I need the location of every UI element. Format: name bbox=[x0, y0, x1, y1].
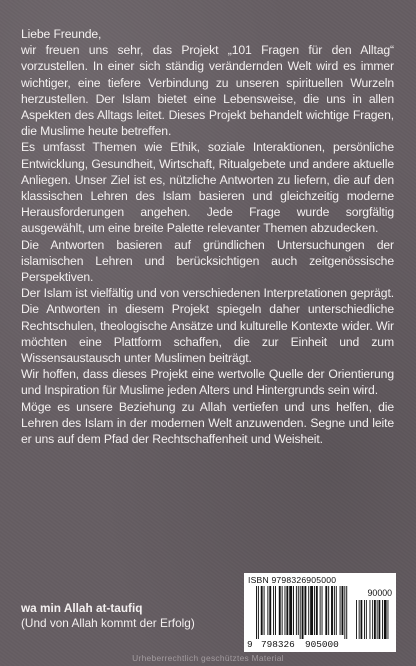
closing-translation: (Und von Allah kommt der Erfolg) bbox=[21, 616, 195, 630]
barcode-bar bbox=[285, 586, 286, 635]
barcode-bar bbox=[261, 586, 263, 635]
barcode-bar bbox=[264, 586, 265, 635]
barcode-bar bbox=[346, 586, 347, 639]
barcode-bar bbox=[282, 586, 283, 635]
barcode-bar bbox=[310, 586, 313, 635]
barcode-bar bbox=[364, 600, 365, 639]
barcode-bar bbox=[298, 586, 299, 635]
barcode-bar bbox=[279, 586, 281, 635]
barcode-bars bbox=[244, 573, 396, 641]
barcode-bar bbox=[320, 586, 321, 635]
barcode-bar bbox=[384, 600, 387, 639]
barcode-bar bbox=[342, 586, 344, 635]
paragraph-topics: Es umfasst Themen wie Ethik, soziale Interaktionen, persönliche Entwicklung, Gesundheit, Wirtschaft, Ritualgebete und andere aktuelle Anliegen. Unser Ziel ist es, nützliche Antworten zu liefern, die auf den klassischen Lehren des Islam basieren und gleichzeitig moderne Herausforderungen angehen. Jede Frage wurde sorgfältig ausgewählt, um eine breite Palette relevanter Themen abzudecken. bbox=[21, 140, 394, 236]
barcode-bar bbox=[388, 600, 389, 639]
barcode-bar bbox=[302, 586, 304, 639]
barcode-bar bbox=[379, 600, 381, 639]
closing-salutation bbox=[21, 601, 251, 631]
barcode-bar bbox=[308, 586, 309, 635]
barcode-bar bbox=[366, 600, 367, 639]
paragraph-intro: wir freuen uns sehr, das Projekt „101 Fragen für den Alltag“ vorzustellen. In einer sich ständig verändernden Welt wird es immer wichtiger, eine tiefere Verbindung zu unseren spirituellen Wurzeln herzustellen. Der Islam bietet eine Lebensweise, die uns in allen Aspekten des Alltags leitet. Dieses Projekt behandelt wichtige Fragen, die Muslime heute betreffen. bbox=[21, 43, 394, 139]
barcode-bar bbox=[316, 586, 318, 635]
cover-body-text bbox=[21, 26, 394, 447]
isbn-label: ISBN 9798326905000 bbox=[248, 575, 337, 585]
barcode-bar bbox=[296, 586, 297, 635]
barcode-bar bbox=[382, 600, 383, 639]
barcode-bar bbox=[256, 586, 257, 639]
barcode-bar bbox=[328, 586, 329, 635]
copyright-watermark: Urheberrechtlich geschütztes Material bbox=[132, 653, 284, 663]
barcode-bar bbox=[325, 586, 327, 635]
barcode-bar bbox=[334, 586, 335, 635]
barcode-bar bbox=[304, 586, 306, 635]
closing-arabic-phrase: wa min Allah at-taufiq bbox=[21, 601, 143, 615]
barcode-bar bbox=[340, 586, 341, 635]
barcode-bar bbox=[258, 586, 259, 639]
price-code: 90000 bbox=[367, 588, 392, 598]
greeting-line: Liebe Freunde, bbox=[21, 27, 102, 41]
isbn-barcode bbox=[244, 573, 396, 652]
barcode-bar bbox=[275, 586, 276, 635]
barcode-bar bbox=[356, 600, 357, 639]
barcode-bar bbox=[361, 600, 363, 639]
barcode-bar bbox=[359, 600, 360, 639]
paragraph-hope: Wir hoffen, dass dieses Projekt eine wertvolle Quelle der Orientierung und Inspiration für Muslime jeden Alters und Hintergrunds sein wird. bbox=[21, 367, 394, 398]
barcode-bar bbox=[331, 586, 333, 635]
barcode-bar bbox=[269, 586, 271, 635]
barcode-bar bbox=[344, 586, 345, 639]
paragraph-research: Die Antworten basieren auf gründlichen Untersuchungen der islamischen Lehren und berücksichtigen auch zeitgenössische Perspektiven. bbox=[21, 237, 394, 285]
barcode-bar bbox=[293, 586, 294, 635]
barcode-digits bbox=[244, 639, 396, 651]
barcode-bar bbox=[273, 586, 274, 635]
barcode-bar bbox=[322, 586, 323, 635]
barcode-bar bbox=[377, 600, 378, 639]
paragraph-blessing: Möge es unsere Beziehung zu Allah vertiefen und uns helfen, die Lehren des Islam in der modernen Welt anzuwenden. Segne und leite er uns auf dem Pfad der Rechtschaffenheit und Weisheit. bbox=[21, 399, 394, 447]
barcode-bar bbox=[314, 586, 315, 635]
barcode-digit-left: 798326 bbox=[261, 639, 295, 650]
barcode-bar bbox=[267, 586, 268, 635]
barcode-bar bbox=[286, 586, 288, 635]
barcode-bar bbox=[372, 600, 373, 639]
barcode-bar bbox=[370, 600, 371, 639]
barcode-digit-right: 905000 bbox=[305, 639, 339, 650]
barcode-digit-lead: 9 bbox=[247, 639, 253, 650]
barcode-bar bbox=[300, 586, 301, 639]
barcode-bar bbox=[336, 586, 337, 635]
barcode-bar bbox=[374, 600, 376, 639]
paragraph-diversity: Der Islam ist vielfältig und von verschiedenen Interpretationen geprägt. Die Antworten in diesem Projekt spiegeln daher unterschiedliche Rechtschulen, theologische Ansätze und kulturelle Kontexte wider. Wir möchten eine Plattform schaffen, die zur Einheit und zum Wissensaustausch unter Muslimen beiträgt. bbox=[21, 286, 394, 366]
barcode-bar bbox=[289, 586, 292, 635]
